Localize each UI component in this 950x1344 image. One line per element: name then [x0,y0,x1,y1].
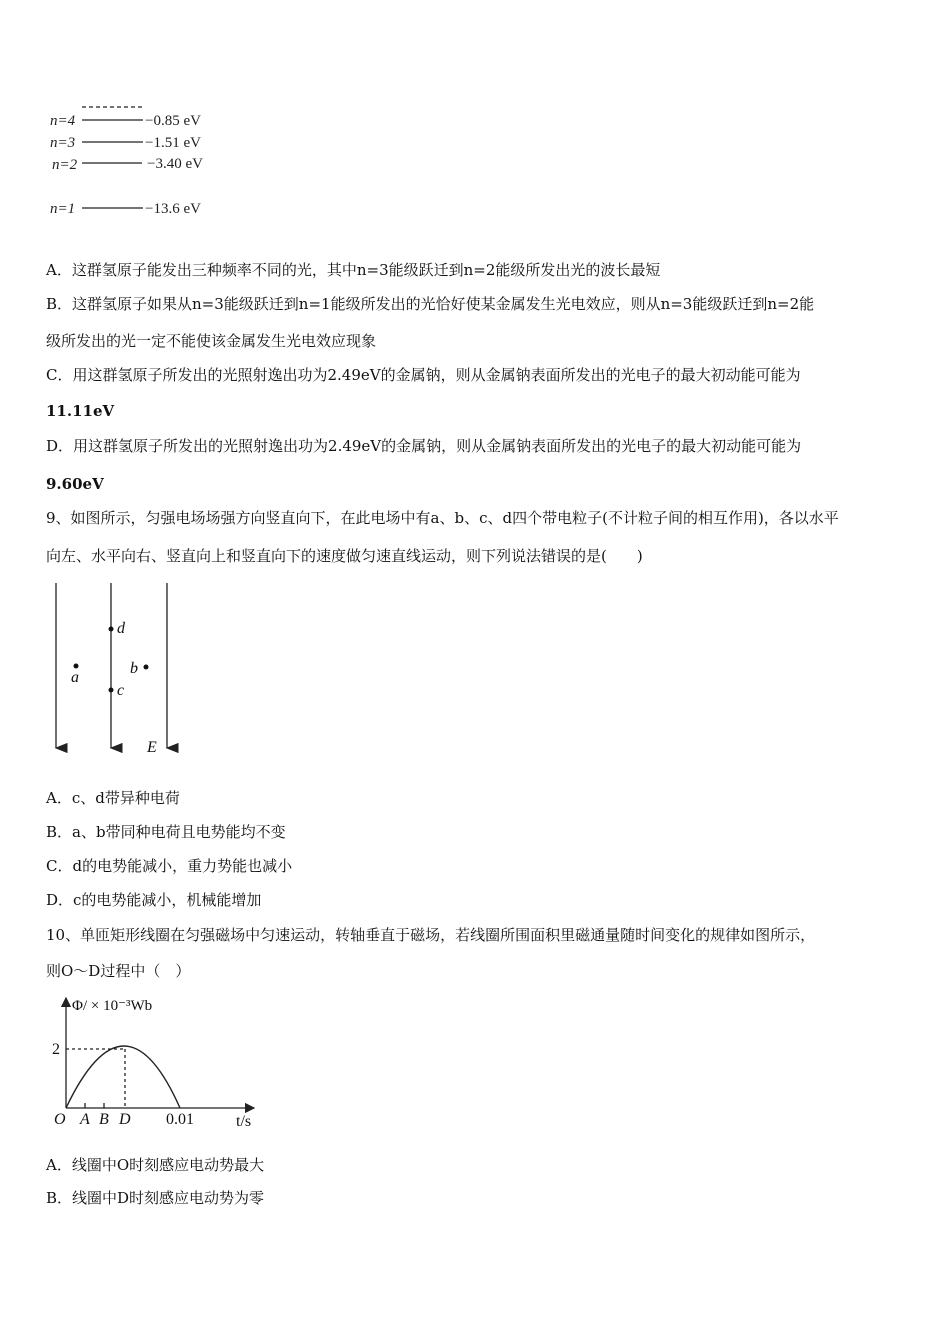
field-label-e: E [147,739,157,756]
level-energy: −1.51 eV [145,135,201,151]
flux-curve [66,1046,180,1108]
level-label: n=2 [52,157,78,173]
level-label: n=3 [50,135,76,151]
particle-d: d [117,620,125,637]
x-tick-001: 0.01 [166,1111,194,1128]
q9-option-a: A．c、d带异种电荷 [46,789,180,807]
level-label: n=4 [50,113,76,129]
particle-c: c [117,682,125,699]
q8-option-b: B．这群氢原子如果从n=3能级跃迁到n=1能级所发出的光恰好使某金属发生光电效应，则从n=3能级跃迁到n=2能 [46,295,815,313]
level-energy: −0.85 eV [145,113,201,129]
x-axis-label: t/s [236,1113,252,1130]
q10-stem: 10、单匝矩形线圈在匀强磁场中匀速运动，转轴垂直于磁场，若线圈所围面积里磁通量随时间变化的规律如图所示， [46,926,816,944]
y-axis-label: Φ/ × 10⁻³Wb [72,998,153,1014]
q8-option-d-cont: 9.60eV [46,475,104,493]
level-energy: −13.6 eV [145,201,201,217]
q8-option-d: D．用这群氢原子所发出的光照射逸出功为2.49eV的金属钠，则从金属钠表面所发出的光电子的最大初动能可能为 [46,437,802,455]
q8-option-b-cont: 级所发出的光一定不能使该金属发生光电效应现象 [46,332,377,350]
electric-field-figure [40,578,190,763]
flux-time-graph [40,990,280,1130]
level-energy: −3.40 eV [147,156,203,172]
q9-stem-cont: 向左、水平向右、竖直向上和竖直向下的速度做匀速直线运动，则下列说法错误的是( ) [46,547,643,565]
level-label: n=1 [50,201,76,217]
q10-option-a: A．线圈中O时刻感应电动势最大 [46,1156,265,1174]
x-tick-a: A [80,1111,90,1128]
x-tick-d: D [119,1111,131,1128]
q9-option-b: B．a、b带同种电荷且电势能均不变 [46,823,286,841]
q8-option-a: A．这群氢原子能发出三种频率不同的光，其中n=3能级跃迁到n=2能级所发出光的波长最短 [46,261,661,279]
q10-option-b: B．线圈中D时刻感应电动势为零 [46,1189,265,1207]
q9-option-d: D．c的电势能减小，机械能增加 [46,891,262,909]
q9-stem: 9、如图所示，匀强电场场强方向竖直向下，在此电场中有a、b、c、d四个带电粒子(不计粒子间的相互作用)，各以水平 [46,509,839,527]
q8-option-c: C．用这群氢原子所发出的光照射逸出功为2.49eV的金属钠，则从金属钠表面所发出的光电子的最大初动能可能为 [46,366,801,384]
x-tick-o: O [54,1111,66,1128]
particle-b: b [130,660,138,677]
q8-option-c-cont: 11.11eV [46,402,115,420]
x-tick-b: B [99,1111,109,1128]
energy-level-diagram [40,95,240,225]
y-tick: 2 [52,1041,60,1058]
particle-a: a [71,669,79,686]
q9-option-c: C．d的电势能减小，重力势能也减小 [46,857,293,875]
q10-stem-cont: 则O～D过程中（ ） [46,962,191,980]
